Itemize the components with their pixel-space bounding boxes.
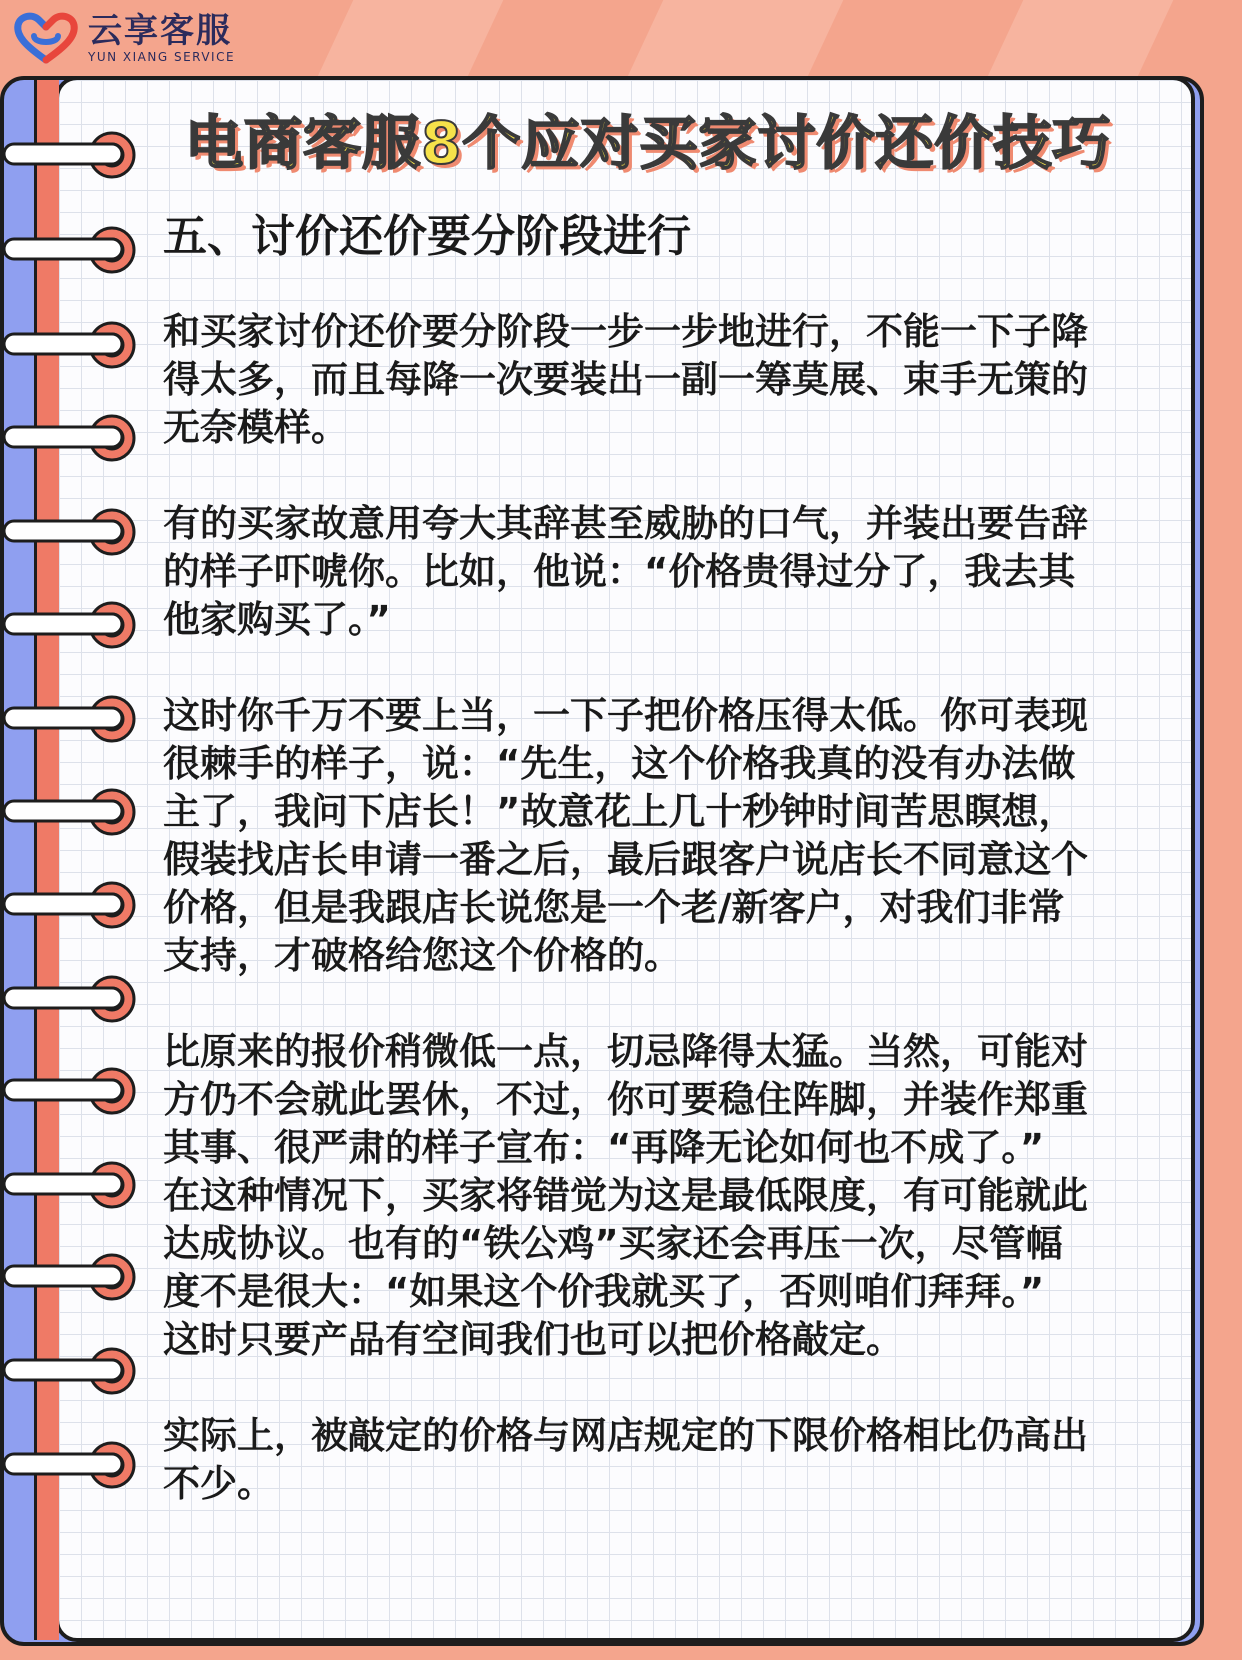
logo-name-cn: 云享客服 (88, 11, 232, 51)
spiral-ring-icon (0, 320, 148, 370)
spiral-ring-icon (0, 600, 148, 650)
logo-name-en: YUN XIANG SERVICE (88, 50, 236, 64)
paragraph: 比原来的报价稍微低一点，切忌降得太猛。当然，可能对 方仍不会就此罢休，不过，你可要稳住阵脚，并装作郑重 其事、很严肃的样子宣布：“再降无论如何也不成了。” 在这种情况下，买家将错觉为这是最低限度，有可能就此 达成协议。也有的“铁公鸡”买家还会再压一次，尽管幅 度不是很大：“如果这个价我就买了，否则咱们拜拜。” 这时只要产品有空间我们也可以把价格敲定。 (163, 1030, 1088, 1361)
notebook-binding-edge (34, 80, 59, 1640)
spiral-ring-icon (0, 1440, 148, 1490)
spiral-ring-icon (0, 694, 148, 744)
paragraph: 实际上，被敲定的价格与网店规定的下限价格相比仍高出 不少。 (163, 1414, 1088, 1505)
paragraph: 和买家讨价还价要分阶段一步一步地进行，不能一下子降 得太多，而且每降一次要装出一副一筹莫展、束手无策的 无奈模样。 (163, 310, 1088, 449)
article-body (163, 308, 1148, 1556)
linked-hearts-logo-icon (12, 10, 80, 66)
spiral-ring-icon (0, 413, 148, 463)
brand-logo (12, 10, 235, 66)
paragraph: 这时你千万不要上当，一下子把价格压得太低。你可表现 很棘手的样子，说：“先生，这个价格我真的没有办法做 主了，我问下店长！”故意花上几十秒钟时间苦思瞑想， 假装找店长申请一番之后，最后跟客户说店长不同意这个 价格，但是我跟店长说您是一个老/新客户，对我们非常 支持，才破格给您这个价格的。 (163, 694, 1088, 977)
spiral-ring-icon (0, 787, 148, 837)
spiral-ring-icon (0, 1066, 148, 1116)
spiral-ring-icon (0, 130, 148, 180)
spiral-ring-icon (0, 1160, 148, 1210)
spiral-ring-icon (0, 225, 148, 275)
paragraph: 有的买家故意用夸大其辞甚至威胁的口气，并装出要告辞 的样子吓唬你。比如，他说：“价格贵得过分了，我去其 他家购买了。” (163, 502, 1088, 641)
spiral-ring-icon (0, 880, 148, 930)
section-heading: 五、讨价还价要分阶段进行 (163, 211, 691, 262)
spiral-ring-icon (0, 974, 148, 1024)
spiral-ring-icon (0, 1346, 148, 1396)
spiral-ring-icon (0, 507, 148, 557)
spiral-ring-icon (0, 1252, 148, 1302)
page-title: 电商客服8个应对买家讨价还价技巧 (185, 109, 1112, 177)
